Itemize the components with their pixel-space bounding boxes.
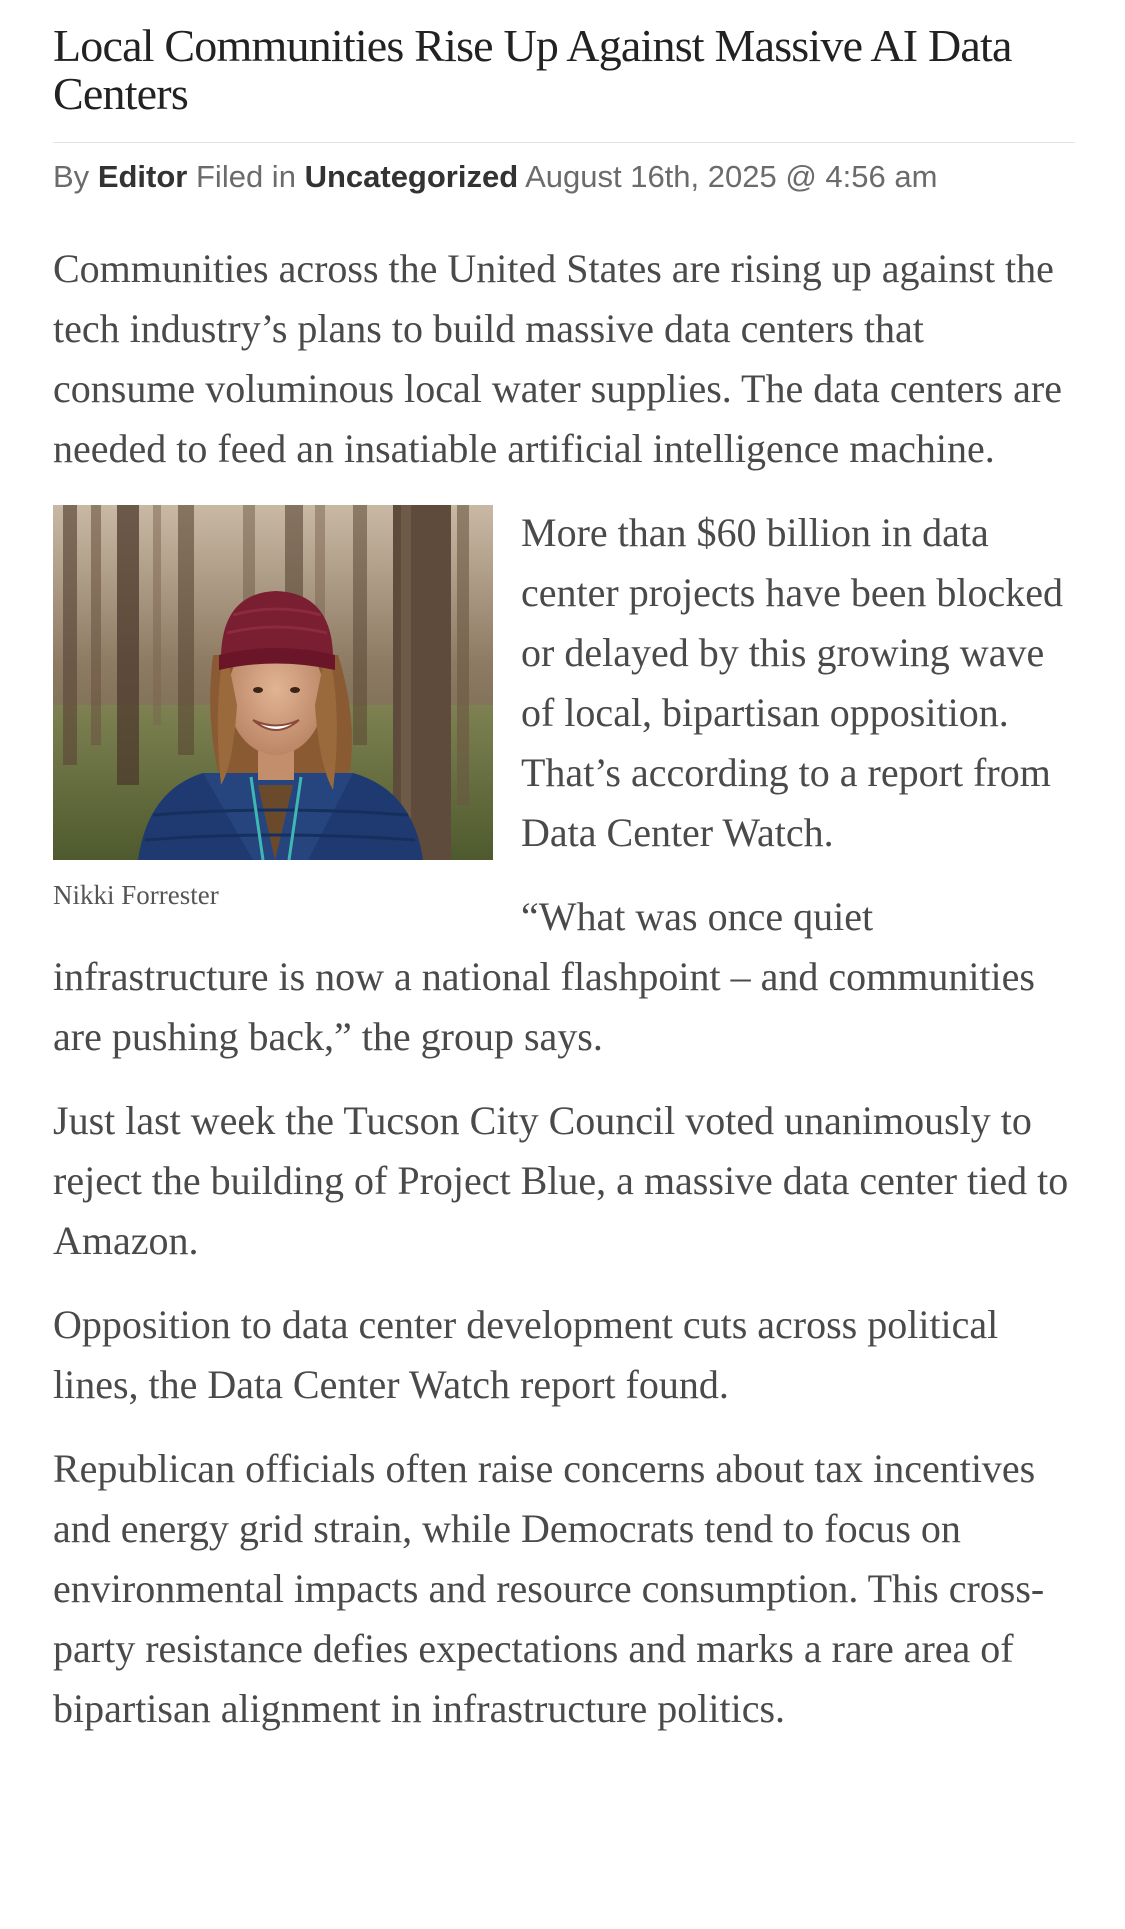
article-title: Local Communities Rise Up Against Massive AI Data Centers — [53, 20, 1012, 119]
paragraph-6: Republican officials often raise concerns about tax incentives and energy grid strain, while Democrats tend to focus on environmental impacts and resource consumption. This cross-party resistance defies expectations and marks a rare area of bipartisan alignment in infrastructure politics. — [53, 1446, 1045, 1731]
filed-in-label: Filed in — [196, 159, 296, 194]
by-label: By — [53, 159, 90, 194]
article-meta — [53, 157, 1075, 197]
article — [53, 0, 1075, 1739]
paragraph-4: Just last week the Tucson City Council voted unanimously to reject the building of Project Blue, a massive data center tied to Amazon. — [53, 1098, 1069, 1263]
paragraph-2: More than $60 billion in data center projects have been blocked or delayed by this growing wave of local, bipartisan opposition. That’s according to a report from Data Center Watch. — [521, 510, 1063, 855]
paragraph-1: Communities across the United States are rising up against the tech industry’s plans to build massive data centers that consume voluminous local water supplies. The data centers are needed to feed an insatiable artificial intelligence machine. — [53, 246, 1062, 471]
author-link[interactable]: Editor — [97, 159, 188, 194]
category-link[interactable]: Uncategorized — [304, 159, 519, 194]
title-divider — [53, 142, 1075, 143]
quote-text: “What was once quiet infrastructure is now a national flashpoint – and communities are pushing back,” the group says. — [53, 894, 1035, 1059]
portrait-photo — [53, 505, 493, 860]
photo-caption: Nikki Forrester — [53, 880, 219, 910]
publish-date: August 16th, 2025 @ 4:56 am — [525, 159, 938, 194]
paragraph-5: Opposition to data center development cuts across political lines, the Data Center Watch report found. — [53, 1302, 999, 1407]
article-figure — [53, 505, 493, 912]
paragraph-3 — [53, 887, 1075, 1067]
